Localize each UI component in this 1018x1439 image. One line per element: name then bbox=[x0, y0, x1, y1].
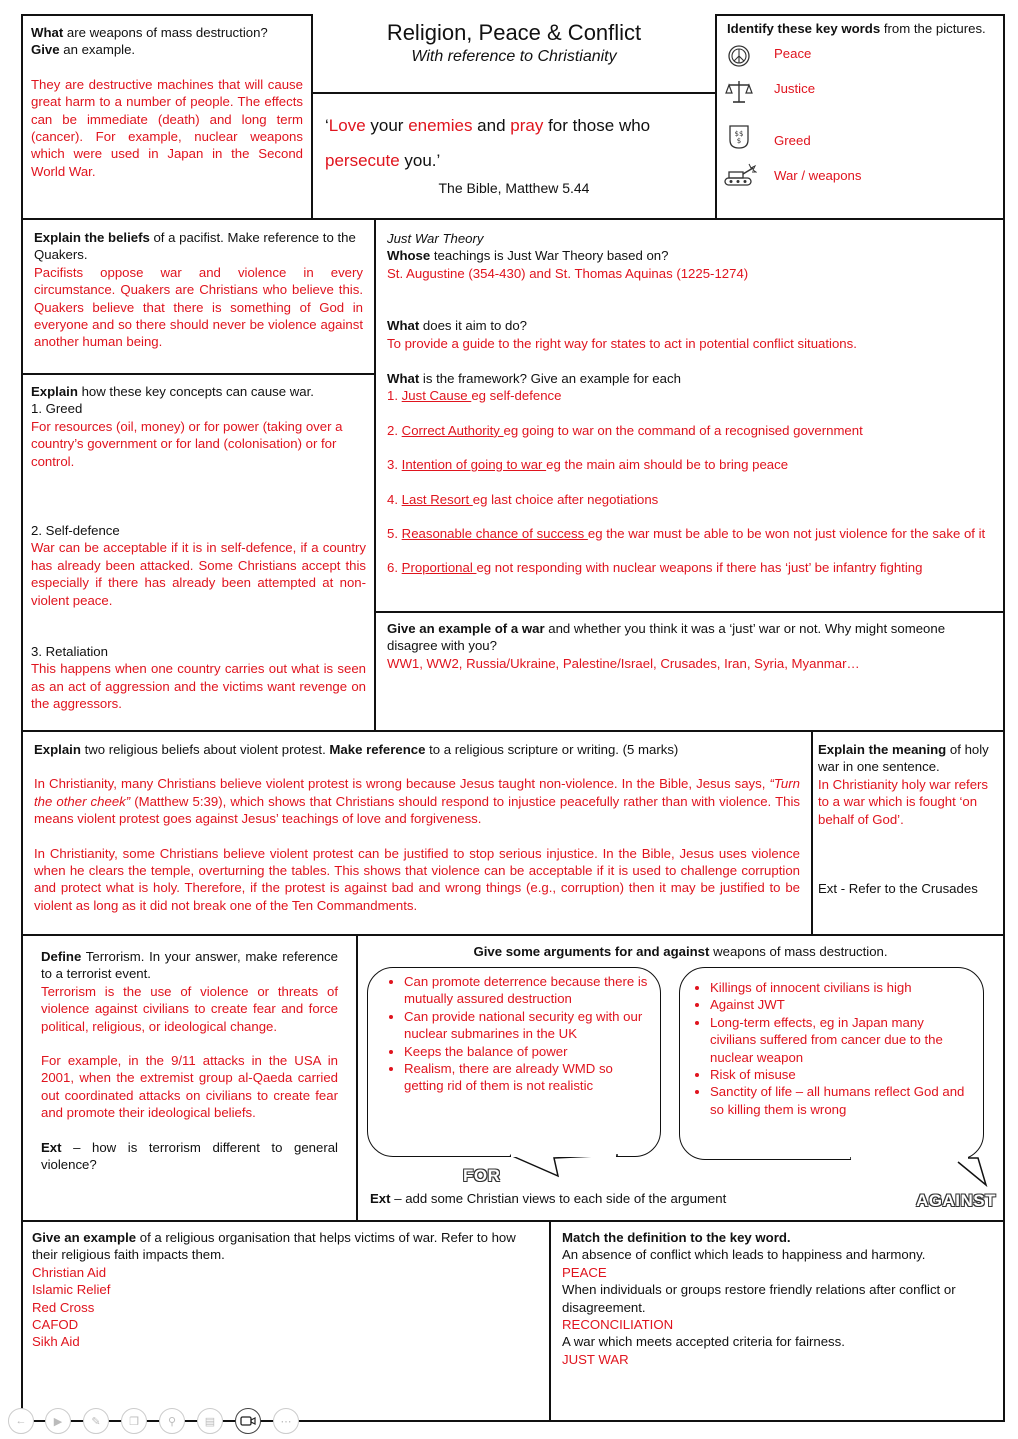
terrorism-ext: Ext – how is terrorism different to general violence? bbox=[41, 1139, 338, 1173]
page-subtitle: With reference to Christianity bbox=[411, 48, 617, 65]
pen-icon[interactable]: ✎ bbox=[83, 1408, 109, 1434]
cause-self-defence-answer: War can be acceptable if it is in self-defence, if a country has already been attacked. Some Christians accept this especially if there has already been attempted at non-violent peace. bbox=[31, 540, 366, 608]
for-list bbox=[378, 973, 650, 1095]
jwt-criterion: 4. Last Resort eg last choice after negotiations bbox=[387, 491, 659, 507]
copy-icon[interactable]: ❐ bbox=[121, 1408, 147, 1434]
terrorism-definition: Terrorism is the use of violence or threats of violence against civilians to create fear and force political, religious, or ideological change. bbox=[41, 983, 338, 1034]
tank-icon bbox=[723, 162, 757, 188]
war-example-box bbox=[374, 611, 1005, 732]
protest-question: Explain two religious beliefs about violent protest. Make reference to a religious scripture or writing. (5 marks) bbox=[34, 742, 679, 757]
protest-answer-2: In Christianity, some Christians believe violent protest can be justified to stop serious injustice. In the Bible, Jesus uses violence when he clears the temple, overturning the tables. This shows that violence can be acceptable if it is used to challenge corruption and protect what is holy. Therefore, if the protest is against bad and wrong things (e.g., corruption) then it may be justified to be violent as long as it did not break one of the Ten Commandments. bbox=[34, 845, 800, 913]
jwt-question-framework: What is the framework? Give an example for each bbox=[387, 371, 681, 387]
war-example-answer: WW1, WW2, Russia/Ukraine, Palestine/Israel, Crusades, Iran, Syria, Myanmar… bbox=[387, 655, 860, 671]
against-list bbox=[692, 979, 973, 1118]
terrorism-question: Define Terrorism. In your answer, make reference to a terrorist event. bbox=[41, 949, 338, 982]
list-item: • Realism, there are already WMD so getting rid of them is not realistic bbox=[404, 1060, 650, 1095]
cause-greed-answer: For resources (oil, money) or for power (taking over a country’s government or for land (colonisation) or for control. bbox=[31, 418, 343, 469]
jwt-answer-whose: St. Augustine (354-430) and St. Thomas Aquinas (1225-1274) bbox=[387, 265, 749, 281]
jwt-box bbox=[374, 218, 1005, 613]
money-bag-icon bbox=[727, 122, 751, 150]
jwt-heading: Just War Theory bbox=[387, 231, 484, 246]
protest-answer-1: In Christianity, many Christians believe violent protest is wrong because Jesus taught non-violence. In the Bible, Jesus says, “Turn the other cheek” (Matthew 5:39), which shows that Christians should respond to injustice peacefully rather than with violence. This means violent protest goes against Jesus’ teachings of love and forgiveness. bbox=[34, 776, 800, 827]
list-item: • Sanctity of life – all humans reflect God and so killing them is wrong bbox=[710, 1083, 973, 1118]
cause-retaliation-answer: This happens when one country carries out what is seen as an act of aggression and the victims want revenge on the aggressors. bbox=[31, 661, 366, 712]
wmd-question: What are weapons of mass destruction? Give an example. bbox=[31, 25, 268, 58]
for-bubble bbox=[367, 967, 661, 1157]
list-item: • Can promote deterrence because there is mutually assured destruction bbox=[404, 973, 650, 1008]
match-box bbox=[549, 1220, 1005, 1422]
arguments-question: Give some arguments for and against weapons of mass destruction. bbox=[473, 944, 888, 959]
pacifist-box bbox=[21, 218, 376, 375]
against-bubble-tail bbox=[848, 1157, 988, 1187]
jwt-question-aim: What does it aim to do? bbox=[387, 318, 527, 334]
against-bubble bbox=[679, 967, 984, 1160]
cause-self-defence-heading: 2. Self-defence bbox=[31, 523, 120, 539]
list-item: • Against JWT bbox=[710, 996, 973, 1013]
causes-box bbox=[21, 373, 376, 732]
match-definition: An absence of conflict which leads to happiness and harmony. bbox=[562, 1247, 926, 1263]
against-label: AGAINST bbox=[916, 1191, 996, 1210]
jwt-answer-aim: To provide a guide to the right way for states to act in potential conflict situations. bbox=[387, 335, 857, 351]
pacifist-answer: Pacifists oppose war and violence in every circumstance. Quakers are Christians who believe this. Quakers believe that there is something of God in everyone and so there should never be violence against another human being. bbox=[34, 264, 363, 350]
holy-war-ext: Ext - Refer to the Crusades bbox=[818, 881, 978, 897]
list-item: • Killings of innocent civilians is high bbox=[710, 979, 973, 996]
list-item: Sikh Aid bbox=[32, 1334, 80, 1350]
list-item: • Can provide national security eg with our nuclear submarines in the UK bbox=[404, 1008, 650, 1043]
match-word: RECONCILIATION bbox=[562, 1317, 674, 1333]
holy-war-answer: In Christianity holy war refers to a war which is fought ‘on behalf of God’. bbox=[818, 776, 989, 827]
jwt-criterion: 2. Correct Authority eg going to war on the command of a recognised government bbox=[387, 422, 863, 438]
war-example-question: Give an example of a war and whether you think it was a ‘just’ war or not. Why might someone disagree with you? bbox=[387, 621, 946, 654]
list-item: Red Cross bbox=[32, 1299, 95, 1315]
match-question: Match the definition to the key word. bbox=[562, 1230, 791, 1245]
list-item: Islamic Relief bbox=[32, 1282, 111, 1298]
jwt-criterion: 1. Just Cause eg self-defence bbox=[387, 388, 562, 404]
cause-greed-heading: 1. Greed bbox=[31, 401, 83, 417]
list-item: • Risk of misuse bbox=[710, 1066, 973, 1083]
match-definition: A war which meets accepted criteria for fairness. bbox=[562, 1334, 845, 1350]
more-icon[interactable]: ⋯ bbox=[273, 1408, 299, 1434]
title-box bbox=[311, 14, 717, 94]
page-title: Religion, Peace & Conflict bbox=[386, 20, 642, 45]
keyword-justice: Justice bbox=[774, 81, 816, 96]
causes-question: Explain how these key concepts can cause war. bbox=[31, 384, 314, 399]
wmd-answer: They are destructive machines that will cause great harm to a number of people. The effects can be immediate (death) and long term (cancer). For example, nuclear weapons which were used in Japan in the Second World War. bbox=[31, 76, 303, 179]
camera-icon[interactable] bbox=[235, 1408, 261, 1434]
list-item: CAFOD bbox=[32, 1317, 79, 1333]
play-icon[interactable]: ▶ bbox=[45, 1408, 71, 1434]
list-item: • Long-term effects, eg in Japan many civilians suffered from cancer due to the nuclear weapon bbox=[710, 1014, 973, 1066]
match-word: JUST WAR bbox=[562, 1351, 629, 1367]
list-item: Christian Aid bbox=[32, 1264, 107, 1280]
for-label: FOR bbox=[463, 1166, 501, 1185]
keyword-war: War / weapons bbox=[774, 168, 862, 183]
jwt-criterion: 5. Reasonable chance of success eg the war must be able to be won not just violence for the sake of it bbox=[387, 526, 986, 542]
arguments-box bbox=[356, 934, 1005, 1222]
quote-box bbox=[311, 92, 717, 220]
jwt-criterion: 3. Intention of going to war eg the main aim should be to bring peace bbox=[387, 457, 789, 473]
match-definition: When individuals or groups restore friendly relations after conflict or disagreement. bbox=[562, 1282, 956, 1315]
pacifist-question: Explain the beliefs of a pacifist. Make reference to the Quakers. bbox=[34, 230, 356, 263]
wmd-box bbox=[21, 14, 313, 220]
list-item: • Keeps the balance of power bbox=[404, 1043, 650, 1060]
zoom-icon[interactable]: ⚲ bbox=[159, 1408, 185, 1434]
holy-war-box bbox=[811, 730, 1005, 936]
jwt-question-whose: Whose teachings is Just War Theory based on? bbox=[387, 248, 669, 264]
svg-text:$: $ bbox=[736, 137, 742, 145]
for-bubble-tail bbox=[508, 1154, 628, 1178]
organisation-box bbox=[21, 1220, 551, 1422]
keywords-box bbox=[715, 14, 1005, 220]
terrorism-box bbox=[21, 934, 358, 1222]
keyword-greed: Greed bbox=[774, 133, 811, 148]
scales-icon bbox=[725, 78, 753, 106]
subtitles-icon[interactable]: ▤ bbox=[197, 1408, 223, 1434]
match-word: PEACE bbox=[562, 1264, 607, 1280]
organisation-question: Give an example of a religious organisation that helps victims of war. Refer to how their religious faith impacts them. bbox=[32, 1230, 516, 1263]
holy-war-question: Explain the meaning of holy war in one sentence. bbox=[818, 742, 989, 775]
cause-retaliation-heading: 3. Retaliation bbox=[31, 644, 108, 660]
svg-text:$$: $$ bbox=[734, 130, 744, 138]
back-icon[interactable]: ← bbox=[8, 1408, 34, 1434]
keywords-question: Identify these key words from the pictures. bbox=[727, 21, 986, 36]
jwt-criterion: 6. Proportional eg not responding with nuclear weapons if there has ‘just’ be infantry fighting bbox=[387, 560, 923, 576]
peace-icon bbox=[727, 44, 751, 68]
arguments-ext: Ext – add some Christian views to each side of the argument bbox=[370, 1191, 727, 1206]
bible-quote: ‘Love your enemies and pray for those who persecute you.’ bbox=[325, 116, 651, 170]
keyword-peace: Peace bbox=[774, 46, 812, 61]
quote-reference: The Bible, Matthew 5.44 bbox=[438, 180, 590, 196]
protest-box bbox=[21, 730, 813, 936]
terrorism-example: For example, in the 9/11 attacks in the USA in 2001, when the extremist group al-Qaeda carried out coordinated attacks on civilians to create fear and promote their ideological beliefs. bbox=[41, 1053, 338, 1121]
